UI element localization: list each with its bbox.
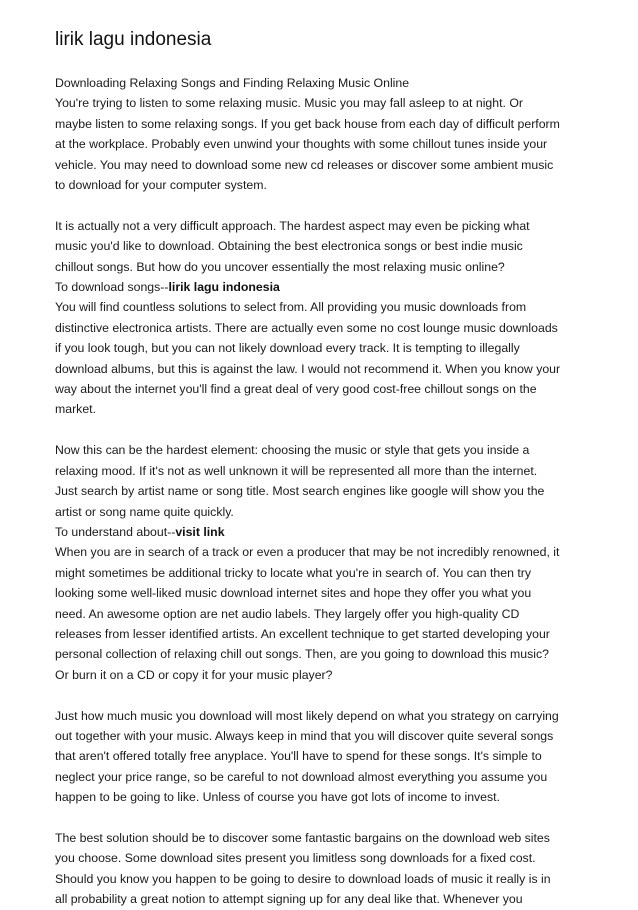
paragraph-line: need. An awesome option are net audio labels. They largely offer you high-quality CD: [55, 606, 520, 621]
paragraph-line: market.: [55, 402, 96, 417]
link-prefix: To understand about--: [55, 524, 176, 539]
paragraph-how-much: [55, 706, 595, 808]
paragraph-line: vehicle. You may need to download some new cd releases or discover some ambient music: [55, 157, 554, 172]
paragraph-approach: [55, 216, 595, 298]
paragraph-line: music you'd like to download. Obtaining the best electronica songs or best indie music: [55, 239, 523, 254]
link-lirik-lagu-indonesia[interactable]: lirik lagu indonesia: [168, 280, 280, 295]
paragraph-line: to download for your computer system.: [55, 178, 267, 193]
paragraph-line: you choose. Some download sites present you limitless song downloads for a fixed cost.: [55, 851, 536, 866]
paragraph-intro: [55, 73, 595, 195]
paragraph-line: Downloading Relaxing Songs and Finding Relaxing Music Online: [55, 76, 410, 90]
paragraph-gap: [55, 195, 595, 215]
paragraph-line: relaxing mood. If it's not as well unknown it will be represented all more than the internet.: [55, 463, 538, 478]
paragraph-hardest-element: [55, 440, 595, 542]
paragraph-line: The best solution should be to discover some fantastic bargains on the download web sites: [55, 830, 550, 845]
paragraph-gap: [55, 808, 595, 828]
link-prefix: To download songs--: [55, 280, 169, 295]
paragraph-line: if you look tough, but you can not likely download every track. It is tempting to illegally: [55, 341, 520, 356]
paragraph-line: way about the internet you'll find a great deal of very good cost-free chillout songs on the: [55, 382, 537, 397]
paragraph-line: happen to be going to like. Unless of course you have got lots of income to invest.: [55, 790, 501, 805]
paragraph-line: Just how much music you download will most likely depend on what you strategy on carrying: [55, 708, 559, 723]
paragraph-solutions: [55, 297, 595, 419]
paragraph-gap: [55, 685, 595, 705]
paragraph-line: neglect your price range, so be careful to not download almost everything you assume you: [55, 769, 548, 784]
paragraph-line: download albums, but this is against the law. I would not recommend it. When you know your: [55, 361, 561, 376]
paragraph-line: releases from lesser identified artists. An excellent technique to get started developing your: [55, 626, 550, 641]
paragraph-line: Or burn it on a CD or copy it for your music player?: [55, 667, 333, 682]
paragraph-line: distinctive electronica artists. There are actually even some no cost lounge music downloads: [55, 320, 558, 335]
paragraph-line: When you are in search of a track or even a producer that may be not incredibly renowned, it: [55, 545, 560, 560]
paragraph-line: at the workplace. Probably even unwind your thoughts with some chillout tunes inside your: [55, 137, 548, 152]
paragraph-line: You're trying to listen to some relaxing music. Music you may fall asleep to at night. Or: [55, 96, 524, 111]
paragraph-line: Now this can be the hardest element: choosing the music or style that gets you inside a: [55, 443, 530, 458]
paragraph-line: maybe listen to some relaxing songs. If you get back house from each day of difficult perform: [55, 116, 560, 131]
paragraph-line: personal collection of relaxing chill out songs. Then, are you going to download this music?: [55, 647, 549, 662]
paragraph-best-solution: [55, 828, 595, 910]
paragraph-line: that aren't offered totally free anyplace. You'll have to spend for these songs. It's simple to: [55, 749, 542, 764]
paragraph-line: out together with your music. Always keep in mind that you will discover quite several songs: [55, 728, 554, 743]
paragraph-line: artist or song name quite quickly.: [55, 504, 234, 519]
paragraph-line: It is actually not a very difficult approach. The hardest aspect may even be picking what: [55, 218, 530, 233]
paragraph-line: all probability a great notion to attempt signing up for any deal like that. Whenever you: [55, 892, 523, 907]
link-line-understand: [55, 522, 595, 542]
paragraph-line: looking some well-liked music download internet sites and hope they offer you what you: [55, 586, 532, 601]
paragraph-line: You will find countless solutions to select from. All providing you music downloads from: [55, 300, 527, 315]
paragraph-line: Just search by artist name or song title. Most search engines like google will show you the: [55, 484, 545, 499]
paragraph-line: might sometimes be additional tricky to locate what you're in search of. You can then try: [55, 565, 532, 580]
paragraph-line: Should you know you happen to be going to desire to download loads of music it really is in: [55, 871, 551, 886]
paragraph-line: chillout songs. But how do you uncover essentially the most relaxing music online?: [55, 259, 505, 274]
document-body: [55, 73, 595, 910]
page-title: lirik lagu indonesia: [55, 29, 212, 50]
link-visit-link[interactable]: visit link: [175, 524, 225, 539]
paragraph-gap: [55, 420, 595, 440]
link-line-download: [55, 277, 595, 297]
paragraph-search-track: [55, 542, 595, 685]
